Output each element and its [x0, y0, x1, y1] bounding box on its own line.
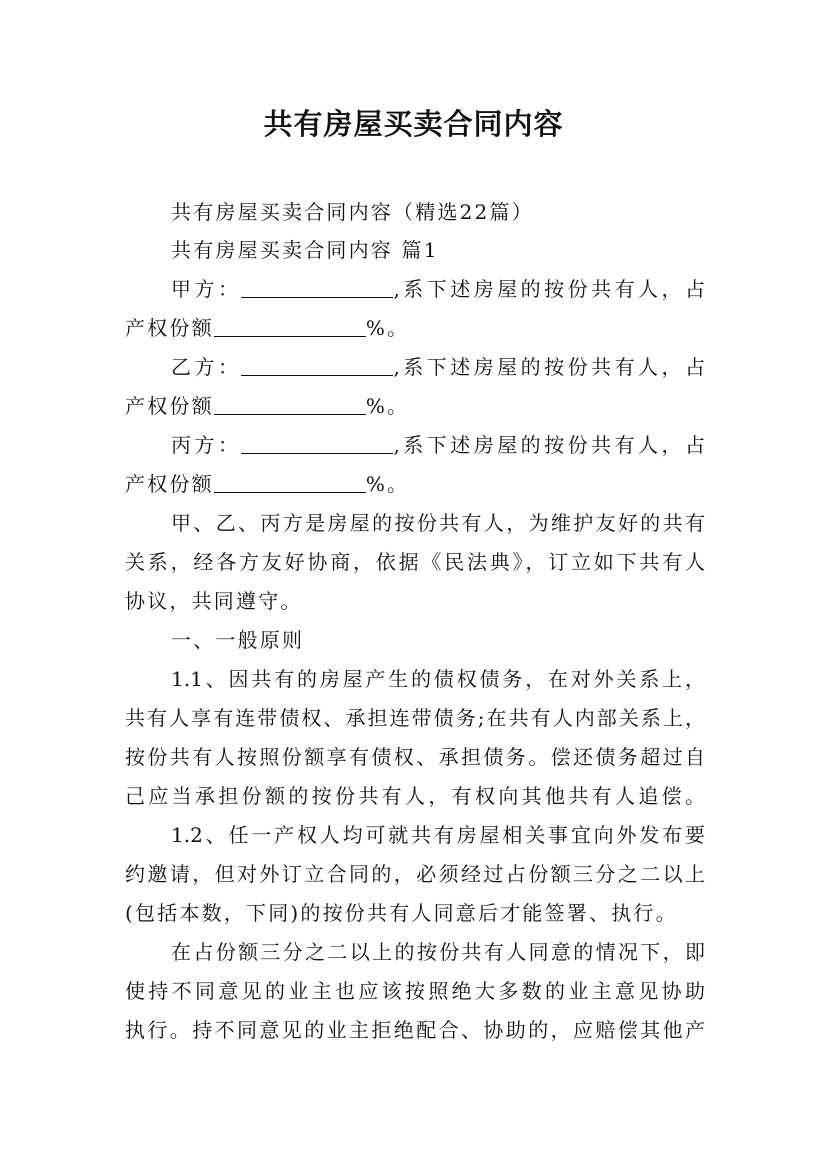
party-c-share-blank: [214, 474, 366, 493]
party-c-share-prefix: 产权份额: [125, 472, 214, 496]
party-b-name-blank: [241, 357, 393, 376]
party-b-tail: ,系下述房屋的按份共有人，占: [393, 355, 706, 379]
party-a-label: 甲方：: [171, 277, 242, 301]
document-subtitle: 共有房屋买卖合同内容（精选22篇）: [171, 200, 534, 224]
principles-heading: 一、一般原则: [171, 628, 305, 652]
party-c-line: [171, 433, 705, 457]
party-b-line: [171, 355, 705, 379]
party-a-share-prefix: 产权份额: [125, 316, 214, 340]
party-c-name-blank: [241, 435, 393, 454]
party-b-share-line: [125, 394, 705, 418]
intro-line: 协议，共同遵守。: [125, 589, 303, 613]
party-b-share-suffix: %。: [365, 394, 410, 418]
clause-line: (包括本数，下同)的按份共有人同意后才能签署、执行。: [125, 901, 678, 925]
party-a-share-line: [125, 316, 705, 340]
clause-line: 执行。持不同意见的业主拒绝配合、协助的，应赔偿其他产: [125, 1018, 705, 1042]
intro-line: 甲、乙、丙方是房屋的按份共有人，为维护友好的共有: [171, 511, 705, 535]
section-heading: 共有房屋买卖合同内容 篇1: [171, 238, 439, 262]
party-b-share-blank: [214, 396, 366, 415]
party-c-label: 丙方：: [171, 433, 242, 457]
clause-line: 使持不同意见的业主也应该按照绝大多数的业主意见协助: [125, 979, 705, 1003]
party-a-share-blank: [214, 318, 366, 337]
party-c-share-suffix: %。: [365, 472, 410, 496]
party-b-label: 乙方：: [171, 355, 242, 379]
party-a-line: [171, 277, 705, 301]
party-a-name-blank: [241, 279, 393, 298]
clause-line: 己应当承担份额的按份共有人，有权向其他共有人追偿。: [125, 784, 705, 808]
party-c-tail: ,系下述房屋的按份共有人，占: [393, 433, 706, 457]
intro-line: 关系，经各方友好协商，依据《民法典》，订立如下共有人: [125, 550, 705, 574]
clause-line: 1.2、任一产权人均可就共有房屋相关事宜向外发布要: [171, 823, 705, 847]
clause-line: 约邀请，但对外订立合同的，必须经过占份额三分之二以上: [125, 862, 705, 886]
clause-line: 1.1、因共有的房屋产生的债权债务，在对外关系上，: [171, 667, 705, 691]
clause-line: 在占份额三分之二以上的按份共有人同意的情况下，即: [171, 940, 705, 964]
party-c-share-line: [125, 472, 705, 496]
clause-line: 按份共有人按照份额享有债权、承担债务。偿还债务超过自: [125, 745, 705, 769]
document-title: 共有房屋买卖合同内容: [263, 107, 564, 141]
party-b-share-prefix: 产权份额: [125, 394, 214, 418]
party-a-share-suffix: %。: [365, 316, 410, 340]
clause-line: 共有人享有连带债权、承担连带债务;在共有人内部关系上，: [125, 706, 705, 730]
party-a-tail: ,系下述房屋的按份共有人，占: [393, 277, 706, 301]
